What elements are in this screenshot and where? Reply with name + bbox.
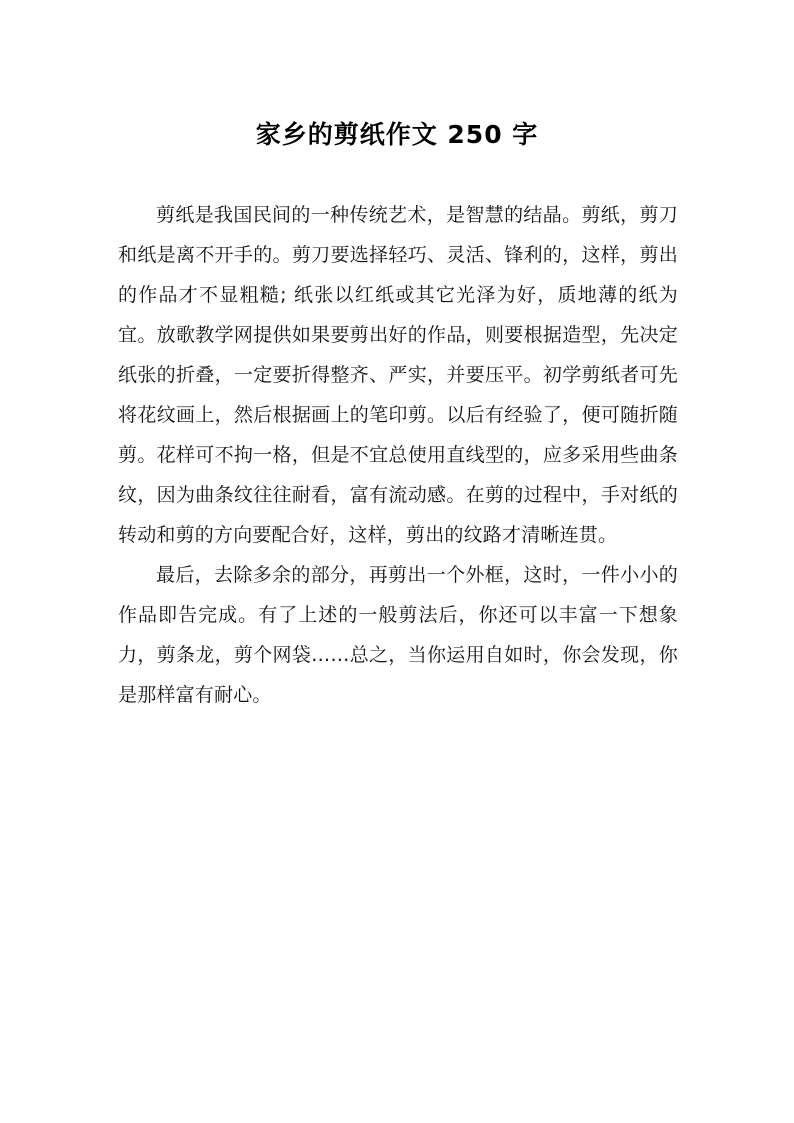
paragraph-1: 剪纸是我国民间的一种传统艺术，是智慧的结晶。剪纸，剪刀和纸是离不开手的。剪刀要选择轻巧、灵活、锋利的，这样，剪出的作品才不显粗糙; 纸张以红纸或其它光泽为好，质地薄的纸为宜。放歌教学网提供如果要剪出好的作品，则要根据造型，先决定纸张的折叠，一定要折得整齐、严实，并要压平。初学剪纸者可先将花纹画上，然后根据画上的笔印剪。以后有经验了，便可随折随剪。花样可不拘一格，但是不宜总使用直线型的，应多采用些曲条纹，因为曲条纹往往耐看，富有流动感。在剪的过程中，手对纸的转动和剪的方向要配合好，这样，剪出的纹路才清晰连贯。 xyxy=(118,204,678,546)
document-body xyxy=(118,195,678,715)
document-title: 家乡的剪纸作文 250 字 xyxy=(255,119,539,149)
paragraph-2: 最后，去除多余的部分，再剪出一个外框，这时，一件小小的作品即告完成。有了上述的一般剪法后，你还可以丰富一下想象力，剪条龙，剪个网袋……总之，当你运用自如时，你会发现，你是那样富有耐心。 xyxy=(118,564,678,706)
